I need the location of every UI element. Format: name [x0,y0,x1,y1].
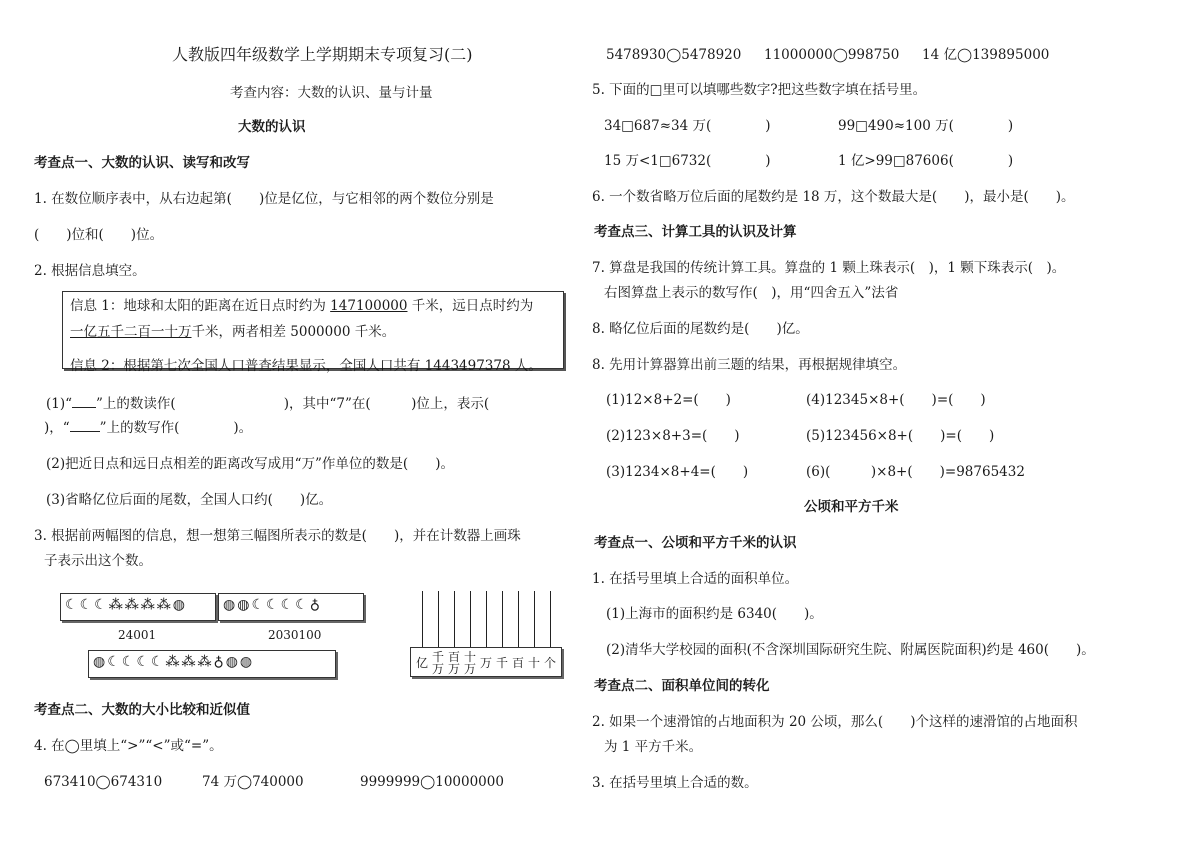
calc-6: (6)( )×8+( )=98765432 [806,464,1025,480]
point-3-heading: 考查点三、计算工具的认识及计算 [594,224,797,240]
q7-line2: 右图算盘上表示的数写作( )，用“四舍五入”法省 [604,285,899,301]
q5-title: 5. 下面的□里可以填哪些数字?把这些数字填在括号里。 [592,82,927,98]
info1-underlined-number: 一亿五千二百一十万 [70,324,192,340]
pear-icon: ♁ [213,654,224,670]
info1-text-pre: 信息 1：地球和太阳的距离在近日点时约为 [70,298,331,314]
q2-1-pre: (1)“ [46,396,73,412]
abacus-rod-label: 千 万 [432,650,445,676]
picture-2-label: 2030100 [268,628,322,642]
picture-2 [218,593,364,621]
q2-1-line2 [44,419,252,437]
q5-item-4: 1 亿>99□87606( ) [838,153,1014,169]
abacus-rod[interactable] [454,591,455,647]
banana-icon: ☾ [136,654,149,670]
cmp-item-1: 5478930◯5478920 [606,47,742,63]
q2-1-line1 [46,395,489,413]
abacus-rod[interactable] [422,591,423,647]
page-subtitle: 考查内容：大数的认识、量与计量 [230,85,433,101]
info2-line: 信息 2：根据第七次全国人口普查结果显示，全国人口共有 1443497378 人。 [70,358,542,374]
abacus-rod-label: 百 万 [448,650,461,676]
q6: 6. 一个数省略万位后面的尾数约是 18 万，这个数最大是( )，最小是( )。 [592,189,1075,205]
q4-item-3: 9999999◯10000000 [360,774,504,790]
abacus-rod[interactable] [518,591,519,647]
banana-icon: ☾ [121,654,135,670]
info1-text-post: 千米，远日点时约为 [407,298,534,314]
grapes-icon: ⁂ [156,597,171,613]
q5-item-3: 15 万<1□6732( ) [604,153,771,169]
q2-3: (3)省略亿位后面的尾数，全国人口约( )亿。 [46,492,333,508]
info1-line2-text: 千米，两者相差 5000000 千米。 [191,324,396,340]
abacus-rod-label: 万 [480,656,493,670]
cmp-item-2: 11000000◯998750 [764,47,900,63]
point-2-heading: 考查点二、大数的大小比较和近似值 [34,702,250,718]
a3-title: 3. 在括号里填上合适的数。 [592,775,758,791]
counting-frame[interactable] [410,591,562,677]
q8: 8. 略亿位后面的尾数约是( )亿。 [592,321,809,337]
abacus-rod[interactable] [502,591,503,647]
info1-number: 147100000 [330,298,408,314]
picture-3 [88,650,336,678]
pear-icon: ♁ [309,597,320,613]
q4-title: 4. 在◯里填上“>”“<”或“=”。 [34,738,223,754]
apple-icon: ◍ [225,654,238,670]
q2-1b-pre: )，“ [44,420,70,436]
info1-line2 [70,323,395,341]
q9: 8. 先用计算器算出前三题的结果，再根据规律填空。 [592,357,907,373]
apple-icon: ◍ [239,654,253,670]
page-title: 人教版四年级数学上学期期末专项复习(二) [172,45,473,64]
grapes-icon: ⁂ [108,597,123,613]
a1-title: 1. 在括号里填上合适的面积单位。 [592,571,799,587]
q7-line1: 7. 算盘是我国的传统计算工具。算盘的 1 颗上珠表示( )，1 颗下珠表示( )。 [592,260,1066,276]
abacus-rod-label: 亿 [416,656,429,670]
q4-item-2: 74 万◯740000 [202,774,304,790]
banana-icon: ☾ [107,654,120,670]
apple-icon: ◍ [93,654,106,670]
apple-icon: ◍ [172,597,185,613]
a1-item-1: (1)上海市的面积约是 6340( )。 [606,606,823,622]
abacus-rod[interactable] [470,591,471,647]
abacus-rod[interactable] [438,591,439,647]
cmp-item-3: 14 亿◯139895000 [922,47,1050,63]
grapes-icon: ⁂ [124,597,139,613]
q2-2: (2)把近日点和远日点相差的距离改写成用“万”作单位的数是( )。 [46,456,454,472]
q5-item-2: 99□490≈100 万( ) [838,118,1014,134]
banana-icon: ☾ [295,597,308,613]
banana-icon: ☾ [251,597,264,613]
grapes-icon: ⁂ [140,597,155,613]
abacus-rod[interactable] [534,591,535,647]
q1-line2: ( )位和( )位。 [34,227,164,243]
banana-icon: ☾ [65,597,78,613]
calc-4: (4)12345×8+( )=( ) [806,392,986,408]
info1-line1 [70,297,533,315]
picture-1 [60,593,216,621]
blank-underline [70,419,100,432]
abacus-rod[interactable] [486,591,487,647]
q1-line1: 1. 在数位顺序表中，从右边起第( )位是亿位，与它相邻的两个数位分别是 [34,191,494,207]
q5-item-1: 34□687≈34 万( ) [604,118,771,134]
apple-icon: ◍ [237,597,250,613]
calc-3: (3)1234×8+4=( ) [606,464,749,480]
abacus-rod-label: 十 万 [464,650,477,676]
picture-1-label: 24001 [118,628,157,642]
grapes-icon: ⁂ [165,654,180,670]
section-title-big-numbers: 大数的认识 [238,119,306,135]
apple-icon: ◍ [223,597,236,613]
q2-title: 2. 根据信息填空。 [34,263,146,279]
point-1-heading: 考查点一、大数的认识、读写和改写 [34,155,250,171]
abacus-rod[interactable] [550,591,551,647]
a2-line2: 为 1 平方千米。 [604,739,703,755]
point-5-heading: 考查点二、面积单位间的转化 [594,678,770,694]
calc-2: (2)123×8+3=( ) [606,428,740,444]
banana-icon: ☾ [150,654,164,670]
banana-icon: ☾ [280,597,294,613]
a2-line1: 2. 如果一个速滑馆的占地面积为 20 公顷，那么( )个这样的速滑馆的占地面积 [592,714,1078,730]
blank-underline [72,395,96,408]
q3-line2: 子表示出这个数。 [44,553,152,569]
banana-icon: ☾ [266,597,279,613]
point-4-heading: 考查点一、公顷和平方千米的认识 [594,535,797,551]
abacus-rod-label: 个 [544,656,557,670]
abacus-rod-label: 千 [496,656,509,670]
calc-1: (1)12×8+2=( ) [606,392,731,408]
q2-1b-post: ”上的数写作( )。 [99,420,253,436]
a1-item-2: (2)清华大学校园的面积(不含深圳国际研究生院、附属医院面积)约是 460( )。 [606,642,1095,658]
q4-item-1: 673410◯674310 [44,774,163,790]
abacus-rod-label: 十 [528,656,541,670]
section-title-area: 公顷和平方千米 [804,499,899,515]
banana-icon: ☾ [94,597,107,613]
q2-1-post: ”上的数读作( )，其中“7”在( )位上，表示( [96,396,490,412]
grapes-icon: ⁂ [197,654,212,670]
calc-5: (5)123456×8+( )=( ) [806,428,995,444]
grapes-icon: ⁂ [181,654,196,670]
banana-icon: ☾ [79,597,93,613]
abacus-rod-label: 百 [512,656,525,670]
q3-line1: 3. 根据前两幅图的信息，想一想第三幅图所表示的数是( )，并在计数器上画珠 [34,528,521,544]
